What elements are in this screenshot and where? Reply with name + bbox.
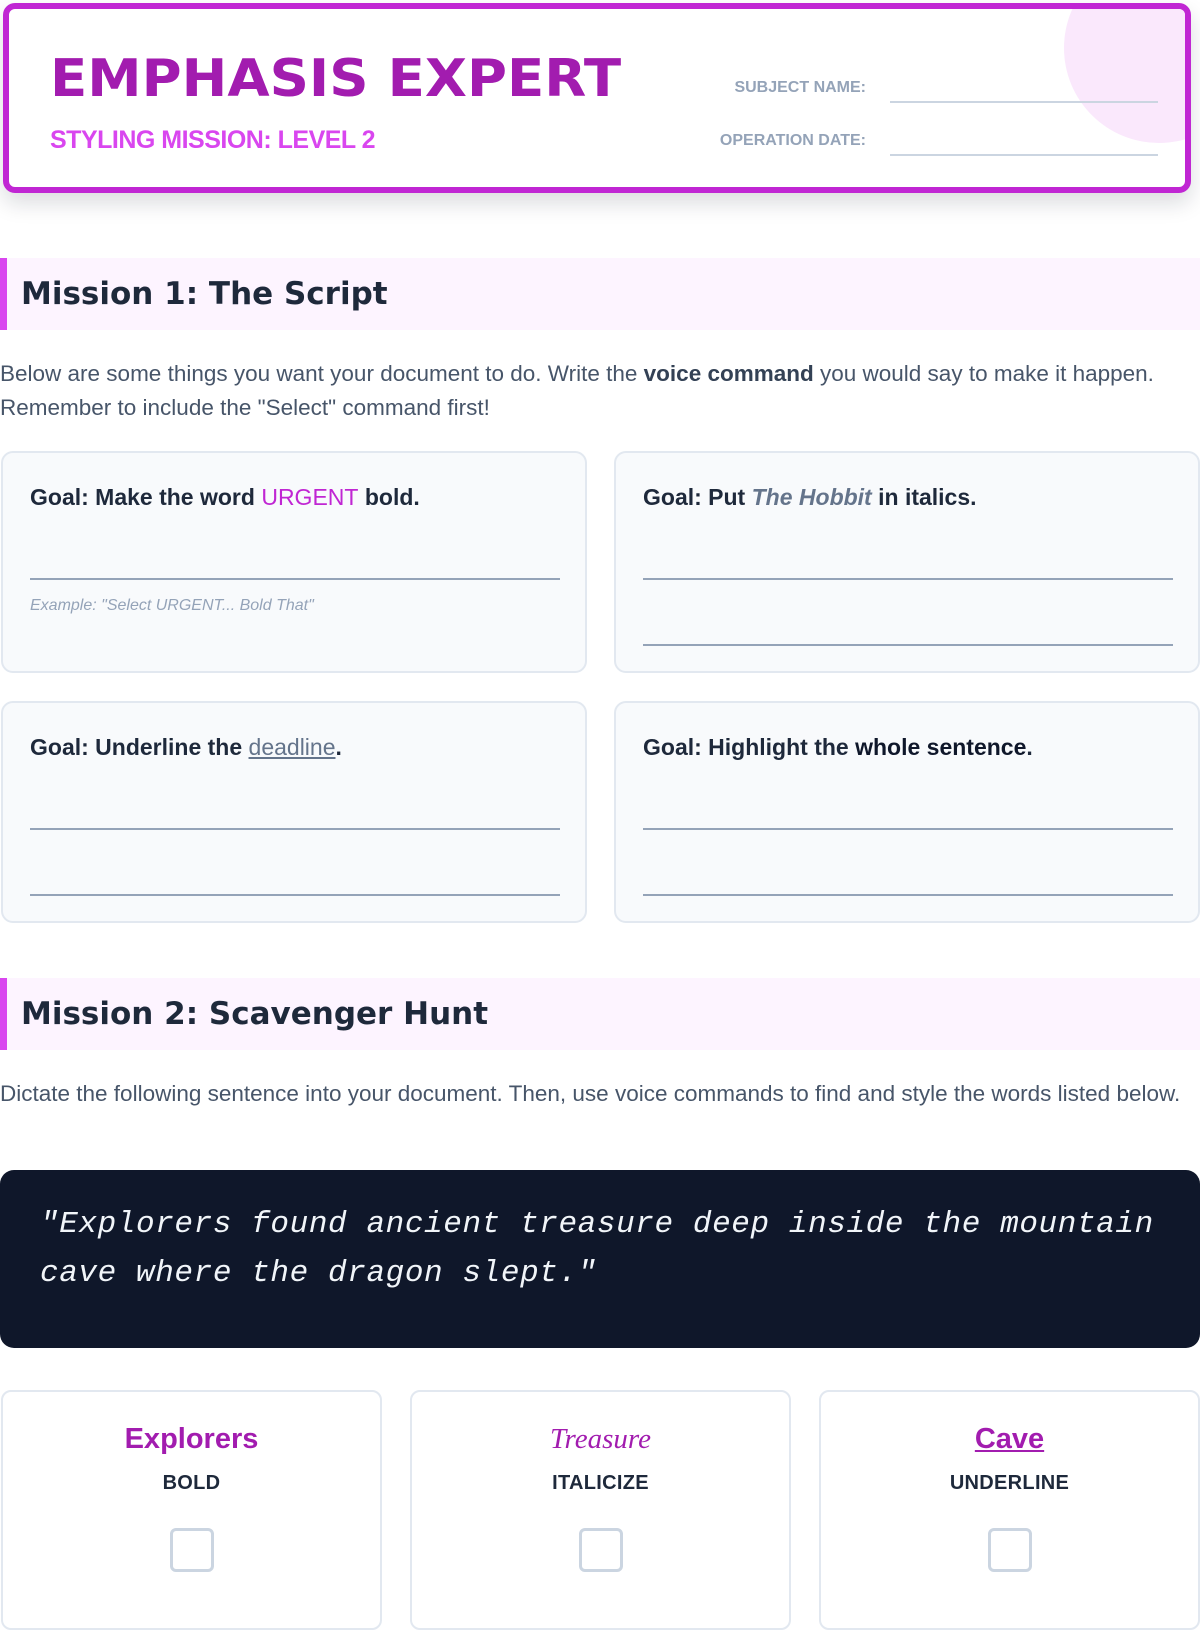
done-checkbox[interactable] xyxy=(579,1528,623,1572)
worksheet-subtitle: STYLING MISSION: LEVEL 2 xyxy=(50,126,376,154)
target-action: ITALICIZE xyxy=(552,1472,649,1494)
answer-line[interactable] xyxy=(643,894,1173,896)
example-hint: Example: "Select URGENT... Bold That" xyxy=(30,597,314,614)
answer-line[interactable] xyxy=(30,894,560,896)
goal-suffix: bold. xyxy=(358,484,420,510)
answer-line[interactable] xyxy=(643,644,1173,646)
target-action: BOLD xyxy=(162,1472,221,1494)
target-action: UNDERLINE xyxy=(949,1472,1070,1494)
target-word: Explorers xyxy=(124,1423,259,1455)
target-card-cave xyxy=(819,1390,1200,1630)
goal-suffix: . xyxy=(1026,734,1033,760)
goal-prefix: Goal: Put xyxy=(643,484,752,510)
subject-name-label: SUBJECT NAME: xyxy=(734,79,866,96)
instructions-text: Below are some things you want your document to do. Write the xyxy=(0,361,644,386)
goal-text xyxy=(643,480,977,514)
dictation-sentence-box xyxy=(0,1170,1200,1348)
answer-line[interactable] xyxy=(30,578,560,580)
worksheet-title: EMPHASIS EXPERT xyxy=(50,49,622,109)
goal-card-underline xyxy=(1,701,587,923)
mission-1-header xyxy=(0,258,1200,330)
target-word: Cave xyxy=(974,1423,1045,1455)
done-checkbox[interactable] xyxy=(988,1528,1032,1572)
goal-card-italics xyxy=(614,451,1200,673)
mission-1-title: Mission 1: The Script xyxy=(21,276,388,312)
target-word: Treasure xyxy=(550,1423,651,1455)
mission-1-instructions xyxy=(0,357,1190,425)
worksheet-header xyxy=(3,3,1191,193)
answer-line[interactable] xyxy=(30,828,560,830)
answer-line[interactable] xyxy=(643,578,1173,580)
mission-2-instructions: Dictate the following sentence into your document. Then, use voice commands to find and style the words listed below. xyxy=(0,1081,1181,1106)
goal-text xyxy=(30,730,342,764)
goal-card-highlight xyxy=(614,701,1200,923)
operation-date-field[interactable] xyxy=(890,154,1158,156)
subject-name-field[interactable] xyxy=(890,101,1158,103)
answer-line[interactable] xyxy=(643,828,1173,830)
goal-prefix: Goal: Highlight the xyxy=(643,734,856,760)
goal-highlight: URGENT xyxy=(261,484,359,510)
target-card-explorers xyxy=(1,1390,382,1630)
goal-prefix: Goal: Underline the xyxy=(30,734,249,760)
instructions-text: you would say to make it happen. Remember to include the "Select" command first! xyxy=(0,361,1154,420)
decorative-circle xyxy=(1064,3,1191,143)
goal-suffix: in italics. xyxy=(871,484,977,510)
goal-prefix: Goal: Make the word xyxy=(30,484,262,510)
goal-highlight: whole sentence xyxy=(855,734,1027,760)
goal-text xyxy=(643,730,1033,764)
mission-2-title: Mission 2: Scavenger Hunt xyxy=(21,996,489,1032)
goal-text xyxy=(30,480,420,514)
mission-2-header xyxy=(0,978,1200,1050)
goal-card-bold xyxy=(1,451,587,673)
goal-suffix: . xyxy=(335,734,342,760)
goal-highlight: The Hobbit xyxy=(751,484,872,510)
target-card-treasure xyxy=(410,1390,791,1630)
done-checkbox[interactable] xyxy=(170,1528,214,1572)
operation-date-label: OPERATION DATE: xyxy=(719,132,866,149)
dictation-sentence: "Explorers found ancient treasure deep inside the mountain cave where the dragon slept." xyxy=(40,1207,1154,1291)
instructions-bold: voice command xyxy=(643,361,814,386)
goal-highlight: deadline xyxy=(248,734,336,760)
